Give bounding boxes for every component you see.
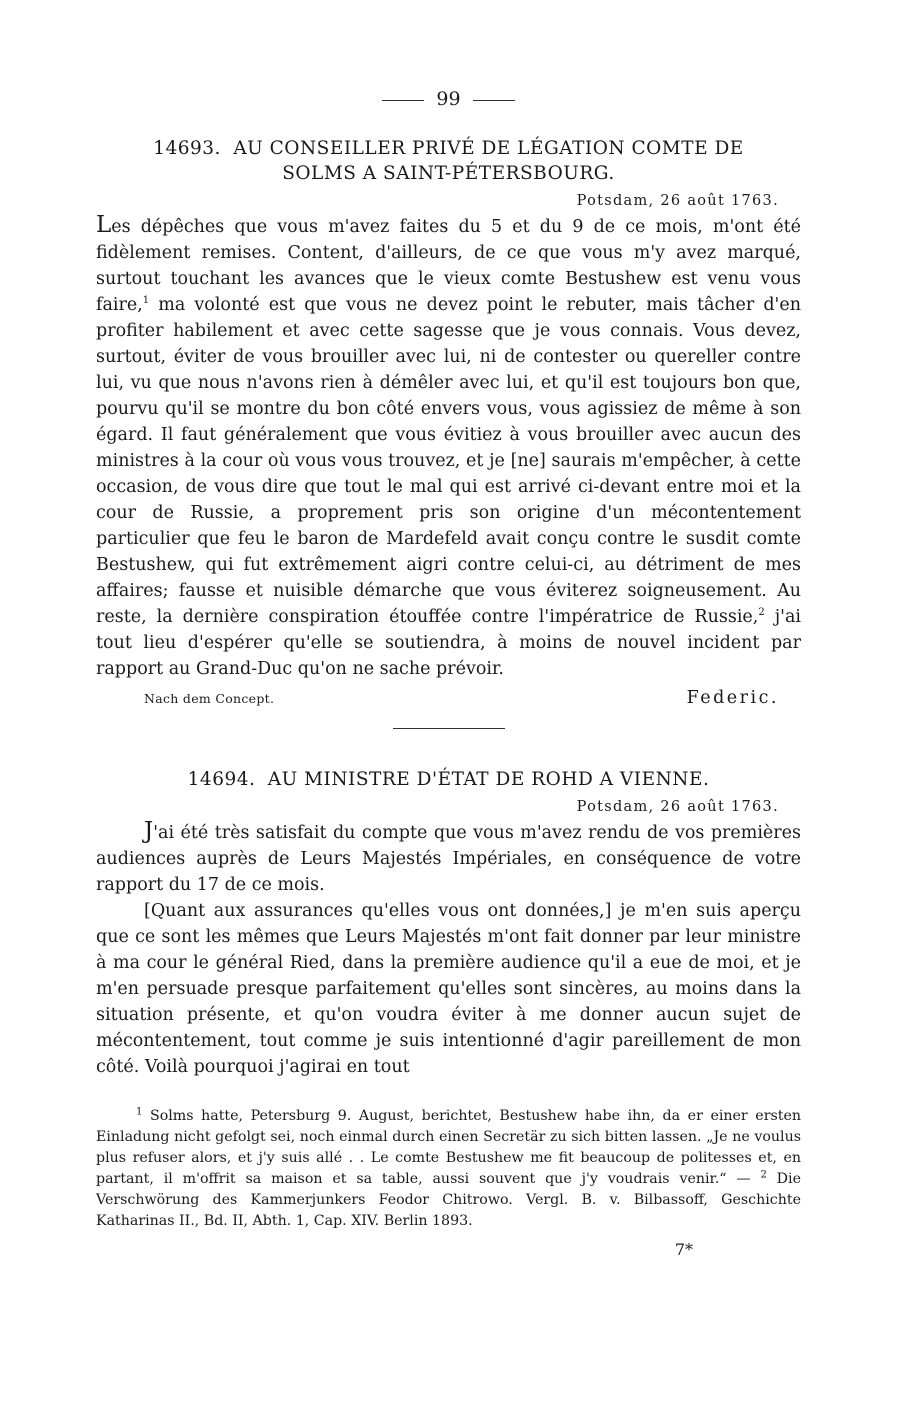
- letter-2-paragraph-1: [96, 818, 801, 898]
- signature-mark: 7*: [674, 1240, 693, 1259]
- letter-1-dateline: Potsdam, 26 août 1763.: [576, 193, 779, 209]
- page: [96, 84, 801, 1259]
- letter-1-title-line-1: AU CONSEILLER PRIVÉ DE LÉGATION COMTE DE: [233, 138, 744, 159]
- footnotes: [96, 1106, 801, 1232]
- letter-1-text-part-2: ma volonté est que vous ne devez point le rebuter, mais tâcher d'en profiter habilement et avec cette sagesse que je vous connais. Vous devez, surtout, éviter de vous brouiller avec lui, ni de contester ou quereller contre lui, vu que nous n'avons rien à démêler avec lui, et qu'il est toujours bon que, pourvu qu'il se montre du bon côté envers vous, vous agissiez de même à son égard. Il faut généralement que vous évitiez à vous brouiller avec aucun des ministres à la cour où vous vous trouvez, et je [ne] saurais m'empêcher, à cette occasion, de vous dire que tout le mal qui est arrivé ci-devant entre moi et la cour de Russie, a proprement pris son origine d'un mécontentement particulier que feu le baron de Mardefeld avait conçu contre le susdit comte Bestushew, qui fut extrêmement aigri contre celui-ci, au détriment de mes affaires; fausse et nuisible démarche que vous éviterez soigneusement. Au reste, la dernière conspiration étouffée contre l'impératrice de Russie,: [96, 295, 801, 627]
- page-number-text: 99: [436, 88, 461, 110]
- letter-1-paragraph: [96, 212, 801, 682]
- letter-2-paragraph-1-text: 'ai été très satisfait du compte que vous m'avez rendu de vos premières audiences auprès de Leurs Majestés Impériales, en conséquence de votre rapport du 17 de ce mois.: [96, 823, 801, 895]
- page-number: [96, 84, 801, 114]
- letter-2-title: AU MINISTRE D'ÉTAT DE ROHD A VIENNE.: [267, 769, 710, 790]
- footnote-2-text: Die Verschwörung des Kammerjunkers Feodor Chitrowo. Vergl. B. v. Bilbassoff, Geschichte Katharinas II., Bd. II, Abth. 1, Cap. XIV. Berlin 1893.: [96, 1171, 801, 1229]
- letter-1-initial: L: [96, 212, 112, 238]
- footnote-1-text: Solms hatte, Petersburg 9. August, berichtet, Bestushew habe ihn, da er einer ersten Einladung nicht gefolgt sei, noch einmal durch einen Secretär zu sich bitten lassen. „Je ne voulus plus refuser alors, et j'y suis allé . . Le comte Bestushew me fit beaucoup de politesses et, en partant, il m'offrit sa maison et sa table, aussi souvent que j'y voudrais venir.“ —: [96, 1108, 801, 1187]
- letter-2-body: [96, 818, 801, 1080]
- letter-1-signature: Federic.: [686, 688, 779, 708]
- footnote-ref-2: 2: [758, 607, 765, 619]
- letter-1-number: 14693.: [153, 138, 221, 159]
- footnote-text: [96, 1106, 801, 1232]
- page-number-dash-left: [382, 100, 424, 101]
- letter-1-source: Nach dem Concept.: [144, 691, 275, 706]
- footnote-2-marker: 2: [760, 1169, 767, 1181]
- letter-2-heading: [96, 767, 801, 792]
- letter-2-paragraph-2: [Quant aux assurances qu'elles vous ont données,] je m'en suis aperçu que ce sont les mêmes que Leurs Majestés m'ont fait donner par leur ministre à ma cour le général Ried, dans la première audience qu'il a eue de moi, et je m'en persuade presque parfaitement qu'elles sont sincères, au moins dans la situation présente, et qu'on voudra éviter à me donner aucun sujet de mécontentement, tout comme je suis intentionné d'agir pareillement de mon côté. Voilà pourquoi j'agirai en tout: [96, 901, 801, 1077]
- letter-1-text-part-3: j'ai tout lieu d'espérer qu'elle se soutiendra, à moins de nouvel incident par rapport au Grand-Duc qu'on ne sache prévoir.: [96, 607, 801, 679]
- letter-1-text-part-1: es dépêches que vous m'avez faites du 5 et du 9 de ce mois, m'ont été fidèlement remises. Content, d'ailleurs, de ce que vous m'y avez marqué, surtout touchant les avances que le vieux comte Bestushew est venu vous faire,: [96, 217, 801, 315]
- letter-2-number: 14694.: [187, 769, 256, 790]
- letter-1-body: [96, 212, 801, 682]
- letter-1-title-line-2: SOLMS A SAINT-PÉTERSBOURG.: [282, 163, 615, 184]
- footnote-ref-1: 1: [142, 295, 150, 307]
- letter-2-initial: J: [144, 818, 154, 844]
- footnote-1-marker: 1: [136, 1106, 143, 1118]
- page-number-dash-right: [473, 100, 515, 101]
- letter-1-closing: [96, 688, 801, 708]
- letter-2-dateline: Potsdam, 26 août 1763.: [576, 799, 779, 815]
- letter-1-heading: [96, 136, 801, 186]
- letter-separator: [393, 728, 505, 729]
